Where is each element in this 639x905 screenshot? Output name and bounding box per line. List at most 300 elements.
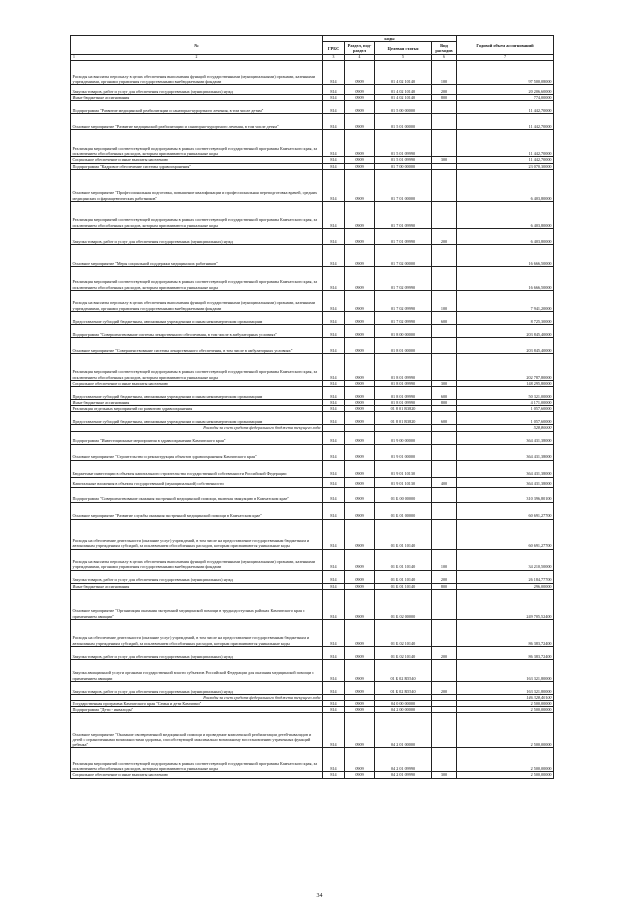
row-expense-type	[432, 431, 457, 444]
row-amount: 6 403,80000	[457, 201, 554, 228]
row-name: Подпрограмма "Дети - инвалиды"	[71, 707, 323, 713]
row-grbs: 814	[323, 412, 345, 425]
table-row	[71, 444, 554, 460]
row-grbs: 814	[323, 201, 345, 228]
row-grbs: 814	[323, 748, 345, 772]
table-row	[71, 61, 554, 85]
row-amount: 364 431,38000	[457, 477, 554, 487]
row-amount: 16 666,50000	[457, 266, 554, 290]
row-amount: 249 705,52400	[457, 589, 554, 619]
row-grbs: 814	[323, 244, 345, 266]
table-row	[71, 201, 554, 228]
table-row	[71, 748, 554, 772]
row-grbs: 814	[323, 487, 345, 502]
row-grbs: 814	[323, 95, 345, 101]
row-amount: 203 845,40000	[457, 324, 554, 337]
row-target-article: 04 2 00 00000	[375, 707, 432, 713]
row-amount: 202 787,80000	[457, 353, 554, 380]
row-razdel: 0909	[345, 619, 375, 646]
column-number: 2	[195, 55, 198, 60]
row-name: Капитальные вложения в объекты государственной (муниципальной) собственности	[71, 477, 323, 487]
row-target-article: 01 Б 02 10140	[375, 646, 432, 659]
row-name: Основное мероприятие "Совершенствование системы лекарственного обеспечения, в том числе в амбулаторных условиях"	[71, 337, 323, 353]
row-name: Подпрограмма "Развитие медицинской реабилитации и санаторно-курортного лечения, в том числе детям"	[71, 101, 323, 114]
row-amount: 296,00000	[457, 583, 554, 589]
row-name: Основное мероприятие "Профессиональная подготовка, повышение квалификации и профессиональная переподготовка врачей, средних медицинских и фармацевтических работников"	[71, 169, 323, 201]
row-target-article: 01 4 02 10140	[375, 85, 432, 95]
row-name: Расходы за счет средств федерального бюджета текущего года	[71, 425, 323, 431]
row-expense-type	[432, 619, 457, 646]
row-target-article: 01 4 02 10140	[375, 61, 432, 85]
table-row	[71, 114, 554, 130]
row-target-article: 01 7 02 09990	[375, 311, 432, 324]
row-name: Государственная программа Камчатского края "Семья и дети Камчатки"	[71, 701, 323, 707]
row-target-article: 04 2 01 09990	[375, 748, 432, 772]
row-razdel: 0909	[345, 101, 375, 114]
row-target-article: 01 9 01 10130	[375, 477, 432, 487]
row-grbs: 814	[323, 353, 345, 380]
header-codes: коды	[323, 36, 457, 42]
column-number: 3	[323, 55, 345, 61]
row-target-article: 01 8 01 R3820	[375, 412, 432, 425]
row-amount: 2 500,00000	[457, 748, 554, 772]
row-name: Реализация мероприятий соответствующей подпрограммы в рамках соответствующей государственной программы Камчатского края, за исключением обособленных расходов, которым присваиваются уникальные коды	[71, 201, 323, 228]
row-razdel: 0909	[345, 444, 375, 460]
table-row	[71, 477, 554, 487]
table-row	[71, 130, 554, 157]
row-razdel: 0909	[345, 201, 375, 228]
row-target-article: 01 Б 01 10140	[375, 570, 432, 583]
row-razdel: 0909	[345, 412, 375, 425]
page-number: 34	[316, 893, 323, 899]
column-number: 1	[73, 55, 75, 60]
row-expense-type	[432, 114, 457, 130]
row-expense-type	[432, 460, 457, 477]
row-amount: 11 442,70000	[457, 130, 554, 157]
row-name: Расходы на обеспечение деятельности (оказание услуг) учреждений, в том числе на предоставление государственным бюджетным и автономным учреждениям субсидий, за исключением обособленных расходов, которым присваиваются уникальные коды	[71, 519, 323, 549]
row-amount: 6 403,80000	[457, 169, 554, 201]
row-amount: 2 500,00000	[457, 772, 554, 778]
row-amount: 146 328,40100	[457, 694, 554, 700]
row-expense-type: 300	[432, 380, 457, 386]
row-target-article: 01 Б 01 00000	[375, 502, 432, 519]
row-name: Расходы на выплаты персоналу в целях обеспечения выполнения функций государственными (муниципальными) органами, казенными учреждениями, органами управления государственными внебюджетными фондами	[71, 549, 323, 570]
row-grbs: 814	[323, 311, 345, 324]
row-razdel: 0909	[345, 337, 375, 353]
table-row	[71, 460, 554, 477]
row-razdel: 0909	[345, 431, 375, 444]
table-body	[71, 55, 554, 778]
row-expense-type: 600	[432, 311, 457, 324]
row-razdel: 0909	[345, 244, 375, 266]
row-grbs: 814	[323, 549, 345, 570]
row-name: Расходы на обеспечение деятельности (оказание услуг) учреждений, в том числе на предоставление государственным бюджетным и автономным учреждениям субсидий, за исключением обособленных расходов, которым присваиваются уникальные коды	[71, 619, 323, 646]
row-amount: 2 500,00000	[457, 707, 554, 713]
row-name: Закупка товаров, работ и услуг для обеспечения государственных (муниципальных) нужд	[71, 570, 323, 583]
header-grbs: ГРБС	[323, 42, 345, 55]
column-number: 4	[345, 55, 375, 61]
row-razdel: 0909	[345, 114, 375, 130]
row-amount: 34 210,50000	[457, 549, 554, 570]
row-razdel: 0909	[345, 519, 375, 549]
row-name: Расходы на выплаты персоналу в целях обеспечения выполнения функций государственными (муниципальными) органами, казенными учреждениями, органами управления государственными внебюджетными фондами	[71, 290, 323, 311]
row-grbs: 814	[323, 646, 345, 659]
row-target-article: 01 8 01 09990	[375, 380, 432, 386]
row-expense-type: 100	[432, 549, 457, 570]
row-razdel: 0909	[345, 570, 375, 583]
column-number: 5	[375, 55, 432, 61]
row-razdel: 0909	[345, 460, 375, 477]
row-grbs: 814	[323, 519, 345, 549]
row-target-article: 01 Б 01 10140	[375, 519, 432, 549]
row-target-article: 01 Б 02 R5540	[375, 659, 432, 681]
row-name: Подпрограмма "Совершенствование оказания экстренной медицинской помощи, включая эвакуацию в Камчатском крае"	[71, 487, 323, 502]
table-row	[71, 244, 554, 266]
row-amount: 20 206,60000	[457, 85, 554, 95]
row-expense-type	[432, 353, 457, 380]
row-razdel: 0909	[345, 583, 375, 589]
row-target-article: 01 7 02 09990	[375, 266, 432, 290]
column-number: 6	[432, 55, 457, 61]
budget-table	[70, 35, 554, 779]
row-razdel: 0909	[345, 324, 375, 337]
row-target-article: 01 8 01 09990	[375, 353, 432, 380]
row-amount: 774,00000	[457, 95, 554, 101]
row-name: Закупка товаров, работ и услуг для обеспечения государственных (муниципальных) нужд	[71, 681, 323, 694]
row-amount: 11 442,70000	[457, 157, 554, 163]
table-row	[71, 311, 554, 324]
row-name: Подпрограмма "Совершенствование системы лекарственного обеспечения, в том числе в амбулаторных условиях"	[71, 324, 323, 337]
row-expense-type	[432, 444, 457, 460]
row-grbs: 814	[323, 337, 345, 353]
row-expense-type	[432, 201, 457, 228]
row-grbs: 814	[323, 406, 345, 412]
row-expense-type	[432, 502, 457, 519]
row-razdel: 0909	[345, 290, 375, 311]
row-name: Закупка авиационной услуги органами государственной власти субъектов Российской Федерации для оказания медицинской помощи с применением авиации	[71, 659, 323, 681]
row-name: Социальное обеспечение и иные выплаты населению	[71, 157, 323, 163]
row-grbs: 814	[323, 130, 345, 157]
row-amount: 60 691,27700	[457, 519, 554, 549]
row-name: Расходы на выплаты персоналу в целях обеспечения выполнения функций государственными (муниципальными) органами, казенными учреждениями, органами управления государственными внебюджетными фондами	[71, 61, 323, 85]
row-grbs: 814	[323, 589, 345, 619]
row-name: Основное мероприятие "Строительство и реконструкция объектов здравоохранения Камчатского края"	[71, 444, 323, 460]
row-razdel: 0909	[345, 353, 375, 380]
row-amount: 528,80000	[457, 425, 554, 431]
row-name: Реализация мероприятий соответствующей подпрограммы в рамках соответствующей государственной программы Камчатского края, за исключением обособленных расходов, которым присваиваются уникальные коды	[71, 130, 323, 157]
row-razdel: 0909	[345, 387, 375, 400]
row-expense-type	[432, 748, 457, 772]
row-razdel: 0909	[345, 707, 375, 713]
row-name: Основное мероприятие "Меры социальной поддержки медицинских работников"	[71, 244, 323, 266]
row-target-article: 01 8 01 R3820	[375, 406, 432, 412]
row-target-article: 04 2 01 09990	[375, 772, 432, 778]
row-expense-type: 300	[432, 157, 457, 163]
row-name: Предоставление субсидий бюджетным, автономным учреждениям и иным некоммерческим организациям	[71, 311, 323, 324]
row-grbs: 814	[323, 387, 345, 400]
row-grbs: 814	[323, 266, 345, 290]
header-num: №	[71, 36, 323, 55]
row-razdel: 0909	[345, 157, 375, 163]
row-expense-type: 400	[432, 477, 457, 487]
row-amount: 86 383,72400	[457, 619, 554, 646]
row-expense-type	[432, 713, 457, 748]
row-grbs: 814	[323, 707, 345, 713]
row-target-article: 01 Б 00 00000	[375, 487, 432, 502]
table-row	[71, 659, 554, 681]
row-name: Закупка товаров, работ и услуг для обеспечения государственных (муниципальных) нужд	[71, 85, 323, 95]
row-name: Иные бюджетные ассигнования	[71, 400, 323, 406]
row-razdel: 0909	[345, 487, 375, 502]
row-name: Основное мероприятие "Организация оказания экстренной медицинской помощи в труднодоступных районах Камчатского края с применением авиации"	[71, 589, 323, 619]
row-razdel: 0909	[345, 228, 375, 244]
row-target-article: 01 8 00 00000	[375, 324, 432, 337]
row-name: Реализация мероприятий соответствующей подпрограммы в рамках соответствующей государственной программы Камчатского края, за исключением обособленных расходов, которым присваиваются уникальные коды	[71, 266, 323, 290]
table-row	[71, 619, 554, 646]
row-target-article: 01 7 02 09990	[375, 290, 432, 311]
row-expense-type: 200	[432, 570, 457, 583]
row-name: Подпрограмма "Инвестиционные мероприятия в здравоохранении Камчатского края"	[71, 431, 323, 444]
table-row	[71, 353, 554, 380]
row-expense-type	[432, 266, 457, 290]
table-row	[71, 85, 554, 95]
row-amount: 364 431,38000	[457, 444, 554, 460]
table-row	[71, 431, 554, 444]
table-row	[71, 646, 554, 659]
row-grbs: 814	[323, 157, 345, 163]
row-target-article: 01 9 01 10130	[375, 460, 432, 477]
row-grbs: 814	[323, 101, 345, 114]
row-amount: 2 500,00000	[457, 701, 554, 707]
row-razdel: 0909	[345, 701, 375, 707]
table-row	[71, 228, 554, 244]
row-amount: 11 442,70000	[457, 114, 554, 130]
row-name: Закупка товаров, работ и услуг для обеспечения государственных (муниципальных) нужд	[71, 646, 323, 659]
row-expense-type	[432, 519, 457, 549]
row-expense-type: 100	[432, 290, 457, 311]
row-amount: 16 666,50000	[457, 244, 554, 266]
row-target-article: 01 9 00 00000	[375, 431, 432, 444]
row-name: Предоставление субсидий бюджетным, автономным учреждениям и иным некоммерческим организациям	[71, 387, 323, 400]
row-grbs: 814	[323, 380, 345, 386]
row-grbs: 814	[323, 400, 345, 406]
row-expense-type	[432, 487, 457, 502]
row-amount: 1 057,60000	[457, 406, 554, 412]
row-razdel: 0909	[345, 659, 375, 681]
column-number	[71, 55, 323, 61]
row-grbs: 814	[323, 477, 345, 487]
row-amount: 11 442,70000	[457, 101, 554, 114]
row-name: Реализация мероприятий соответствующей подпрограммы в рамках соответствующей государственной программы Камчатского края, за исключением обособленных расходов, которым присваиваются уникальные коды	[71, 353, 323, 380]
row-name: Расходы за счет средств федерального бюджета текущего года	[71, 694, 323, 700]
row-amount: 148 295,80000	[457, 380, 554, 386]
row-target-article: 01 8 01 09990	[375, 387, 432, 400]
row-name: Социальное обеспечение и иные выплаты населению	[71, 380, 323, 386]
row-razdel: 0909	[345, 380, 375, 386]
row-amount: 7 941,20000	[457, 290, 554, 311]
row-razdel: 0909	[345, 549, 375, 570]
row-target-article: 01 8 01 00000	[375, 337, 432, 353]
row-name: Реализация мероприятий соответствующей подпрограммы в рамках соответствующей государственной программы Камчатского края, за исключением обособленных расходов, которым присваиваются уникальные коды	[71, 748, 323, 772]
row-razdel: 0909	[345, 477, 375, 487]
row-expense-type: 600	[432, 412, 457, 425]
row-amount: 364 431,38000	[457, 431, 554, 444]
row-razdel: 0909	[345, 61, 375, 85]
row-name: Закупка товаров, работ и услуг для обеспечения государственных (муниципальных) нужд	[71, 228, 323, 244]
row-expense-type	[432, 659, 457, 681]
row-amount: 163 321,80000	[457, 681, 554, 694]
row-grbs: 814	[323, 772, 345, 778]
table-row	[71, 487, 554, 502]
table-row	[71, 570, 554, 583]
header-vr: Вид расходов	[432, 42, 457, 55]
column-number: 7	[457, 55, 554, 61]
row-target-article: 01 7 01 09990	[375, 228, 432, 244]
row-razdel: 0909	[345, 406, 375, 412]
row-target-article: 01 5 01 00000	[375, 114, 432, 130]
row-razdel: 0909	[345, 646, 375, 659]
row-name: Основное мероприятие "Развитие медицинской реабилитации и санаторно-курортного лечения, в том числе детям"	[71, 114, 323, 130]
row-target-article: 01 7 02 00000	[375, 244, 432, 266]
row-target-article: 01 9 01 00000	[375, 444, 432, 460]
row-name: Основное мероприятие "Оказание своевременной медицинской помощи и проведение комплексной реабилитации детей-инвалидов и детей с ограниченными возможностями здоровья, способствующей максимально возможному восстановлению утраченных функций ребенка"	[71, 713, 323, 748]
row-target-article: 01 8 01 09990	[375, 400, 432, 406]
row-razdel: 0909	[345, 748, 375, 772]
row-razdel: 0909	[345, 266, 375, 290]
row-name: Иные бюджетные ассигнования	[71, 583, 323, 589]
row-razdel: 0909	[345, 130, 375, 157]
row-expense-type: 100	[432, 61, 457, 85]
row-razdel: 0909	[345, 400, 375, 406]
row-target-article: 01 7 00 00000	[375, 163, 432, 169]
header-sum: Годовой объем ассигнований	[457, 36, 554, 55]
row-target-article: 01 Б 02 10140	[375, 619, 432, 646]
table-row	[71, 387, 554, 400]
row-grbs: 814	[323, 85, 345, 95]
row-grbs: 814	[323, 713, 345, 748]
row-target-article: 01 Б 02 R5540	[375, 681, 432, 694]
row-amount: 310 396,80100	[457, 487, 554, 502]
table-row	[71, 502, 554, 519]
row-amount: 163 321,80000	[457, 659, 554, 681]
row-razdel: 0909	[345, 589, 375, 619]
row-grbs: 814	[323, 444, 345, 460]
row-target-article: 01 5 00 00000	[375, 101, 432, 114]
header-cs: Целевая статья	[375, 42, 432, 55]
table-row	[71, 290, 554, 311]
row-amount: 50 321,00000	[457, 387, 554, 400]
row-grbs: 814	[323, 619, 345, 646]
row-expense-type: 200	[432, 85, 457, 95]
row-expense-type	[432, 244, 457, 266]
row-razdel: 0909	[345, 169, 375, 201]
header-razdel: Раздел, под-раздел	[345, 42, 375, 55]
row-target-article: 01 Б 01 10140	[375, 583, 432, 589]
row-grbs: 814	[323, 61, 345, 85]
row-name: Иные бюджетные ассигнования	[71, 95, 323, 101]
row-grbs: 814	[323, 163, 345, 169]
row-razdel: 0909	[345, 502, 375, 519]
row-expense-type	[432, 169, 457, 201]
table-row	[71, 589, 554, 619]
row-expense-type: 200	[432, 646, 457, 659]
row-grbs: 814	[323, 583, 345, 589]
row-target-article: 01 7 01 00000	[375, 169, 432, 201]
row-name: Бюджетные инвестиции в объекты капитального строительства государственной собственности Российской Федерации	[71, 460, 323, 477]
row-amount: 8 725,30000	[457, 311, 554, 324]
row-grbs: 814	[323, 460, 345, 477]
table-row	[71, 337, 554, 353]
row-grbs: 814	[323, 290, 345, 311]
row-razdel: 0909	[345, 85, 375, 95]
row-grbs: 814	[323, 502, 345, 519]
row-target-article: 01 4 02 10140	[375, 95, 432, 101]
row-target-article: 01 5 01 09990	[375, 157, 432, 163]
row-expense-type	[432, 337, 457, 353]
row-grbs: 814	[323, 228, 345, 244]
row-razdel: 0909	[345, 713, 375, 748]
row-expense-type: 800	[432, 583, 457, 589]
row-target-article: 04 2 01 00000	[375, 713, 432, 748]
row-amount: 23 070,30000	[457, 163, 554, 169]
row-grbs: 814	[323, 324, 345, 337]
row-target-article: 04 0 00 00000	[375, 701, 432, 707]
row-name: Предоставление субсидий бюджетным, автономным учреждениям и иным некоммерческим организациям	[71, 412, 323, 425]
row-grbs: 814	[323, 169, 345, 201]
table-row	[71, 169, 554, 201]
table-row	[71, 681, 554, 694]
table-row	[71, 324, 554, 337]
row-amount: 86 383,72400	[457, 646, 554, 659]
row-target-article: 01 Б 01 10140	[375, 549, 432, 570]
row-grbs: 814	[323, 701, 345, 707]
row-amount: 2 500,00000	[457, 713, 554, 748]
row-expense-type	[432, 101, 457, 114]
row-razdel: 0909	[345, 95, 375, 101]
row-target-article: 01 Б 02 00000	[375, 589, 432, 619]
row-amount: 4 171,00000	[457, 400, 554, 406]
table-row	[71, 412, 554, 425]
row-grbs: 814	[323, 114, 345, 130]
row-grbs: 814	[323, 431, 345, 444]
row-name: Социальное обеспечение и иные выплаты населению	[71, 772, 323, 778]
row-amount: 26 184,77700	[457, 570, 554, 583]
table-row	[71, 519, 554, 549]
row-expense-type: 800	[432, 400, 457, 406]
row-expense-type: 800	[432, 95, 457, 101]
row-amount: 6 403,80000	[457, 228, 554, 244]
row-expense-type: 600	[432, 387, 457, 400]
row-name: Основное мероприятие "Развитие службы оказания экстренной медицинской помощи в Камчатском крае"	[71, 502, 323, 519]
row-expense-type: 300	[432, 772, 457, 778]
table-row	[71, 266, 554, 290]
row-grbs: 814	[323, 570, 345, 583]
row-amount: 364 431,38000	[457, 460, 554, 477]
row-grbs: 814	[323, 681, 345, 694]
table-row	[71, 101, 554, 114]
row-name: Подпрограмма "Кадровое обеспечение системы здравоохранения"	[71, 163, 323, 169]
row-amount: 60 691,27700	[457, 502, 554, 519]
row-razdel: 0909	[345, 772, 375, 778]
row-expense-type: 200	[432, 228, 457, 244]
row-razdel: 0909	[345, 681, 375, 694]
row-expense-type	[432, 324, 457, 337]
row-amount: 1 057,60000	[457, 412, 554, 425]
row-grbs: 814	[323, 659, 345, 681]
table-row	[71, 772, 554, 778]
row-target-article: 01 5 01 09990	[375, 130, 432, 157]
row-razdel: 0909	[345, 311, 375, 324]
